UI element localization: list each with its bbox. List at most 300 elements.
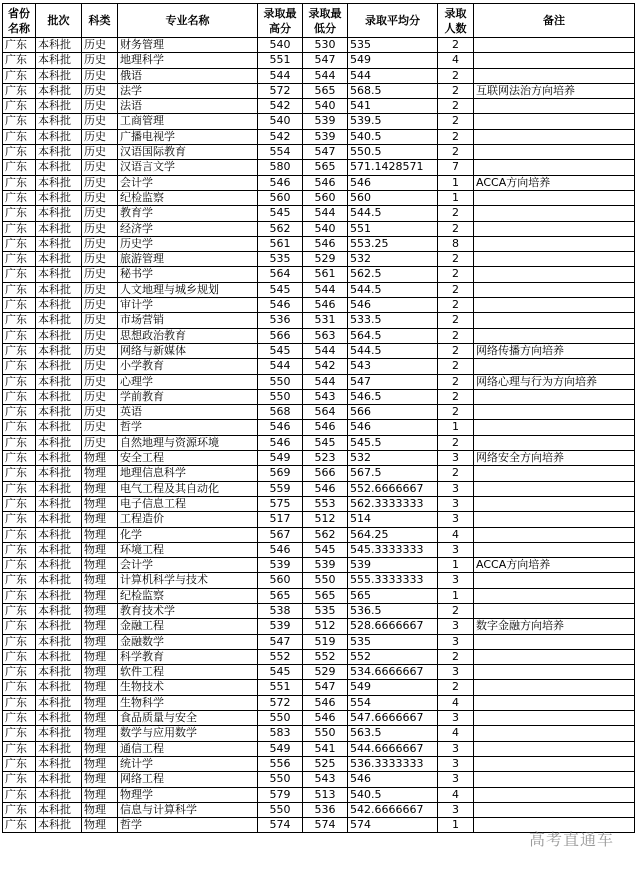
min-score-cell: 565 [303,588,348,603]
major-name-cell: 工程造价 [118,512,258,527]
table-row [3,206,635,221]
max-score-cell: 540 [258,114,303,129]
avg-score-cell: 555.3333333 [348,573,438,588]
major-name-cell: 历史学 [118,236,258,251]
province-cell: 广东 [3,435,36,450]
remark-cell [474,527,635,542]
province-cell: 广东 [3,405,36,420]
max-score-cell: 575 [258,496,303,511]
min-score-cell: 547 [303,53,348,68]
table-row [3,481,635,496]
major-name-cell: 旅游管理 [118,252,258,267]
subject-type-cell: 历史 [82,190,118,205]
table-row [3,83,635,98]
province-cell: 广东 [3,38,36,53]
min-score-cell: 543 [303,389,348,404]
table-row [3,435,635,450]
batch-cell: 本科批 [36,53,82,68]
batch-cell: 本科批 [36,420,82,435]
batch-cell: 本科批 [36,695,82,710]
major-name-cell: 统计学 [118,756,258,771]
major-name-cell: 电子信息工程 [118,496,258,511]
min-score-cell: 547 [303,680,348,695]
major-name-cell: 法语 [118,99,258,114]
max-score-cell: 552 [258,649,303,664]
province-cell: 广东 [3,542,36,557]
min-score-cell: 512 [303,619,348,634]
subject-type-cell: 历史 [82,313,118,328]
admit-count-cell: 2 [438,38,474,53]
min-score-cell: 531 [303,313,348,328]
province-cell: 广东 [3,649,36,664]
subject-type-cell: 历史 [82,389,118,404]
batch-cell: 本科批 [36,298,82,313]
avg-score-cell: 543 [348,359,438,374]
province-cell: 广东 [3,726,36,741]
major-name-cell: 小学教育 [118,359,258,374]
major-name-cell: 会计学 [118,558,258,573]
major-name-cell: 计算机科学与技术 [118,573,258,588]
batch-cell: 本科批 [36,99,82,114]
province-cell: 广东 [3,313,36,328]
remark-cell [474,695,635,710]
admit-count-cell: 3 [438,619,474,634]
avg-score-cell: 574 [348,818,438,833]
table-row [3,389,635,404]
province-cell: 广东 [3,680,36,695]
admit-count-cell: 3 [438,772,474,787]
max-score-cell: 545 [258,206,303,221]
province-cell: 广东 [3,588,36,603]
admit-count-cell: 2 [438,83,474,98]
avg-score-cell: 552 [348,649,438,664]
table-row [3,68,635,83]
admit-count-cell: 2 [438,252,474,267]
admit-count-cell: 2 [438,649,474,664]
admit-count-cell: 2 [438,267,474,282]
admit-count-cell: 1 [438,558,474,573]
province-cell: 广东 [3,298,36,313]
header-province: 省份名称 [3,4,36,38]
max-score-cell: 565 [258,588,303,603]
subject-type-cell: 历史 [82,236,118,251]
province-cell: 广东 [3,496,36,511]
min-score-cell: 543 [303,772,348,787]
avg-score-cell: 528.6666667 [348,619,438,634]
table-row [3,190,635,205]
table-row [3,619,635,634]
avg-score-cell: 540.5 [348,787,438,802]
batch-cell: 本科批 [36,451,82,466]
province-cell: 广东 [3,145,36,160]
subject-type-cell: 历史 [82,252,118,267]
province-cell: 广东 [3,665,36,680]
header-subject-type: 科类 [82,4,118,38]
admit-count-cell: 2 [438,99,474,114]
admit-count-cell: 2 [438,359,474,374]
batch-cell: 本科批 [36,359,82,374]
max-score-cell: 544 [258,68,303,83]
admit-count-cell: 4 [438,695,474,710]
min-score-cell: 544 [303,206,348,221]
avg-score-cell: 536.3333333 [348,756,438,771]
table-row [3,53,635,68]
subject-type-cell: 物理 [82,695,118,710]
max-score-cell: 566 [258,328,303,343]
avg-score-cell: 553.25 [348,236,438,251]
remark-cell [474,206,635,221]
admit-count-cell: 3 [438,756,474,771]
major-name-cell: 物理学 [118,787,258,802]
remark-cell [474,512,635,527]
avg-score-cell: 546 [348,298,438,313]
batch-cell: 本科批 [36,374,82,389]
subject-type-cell: 物理 [82,558,118,573]
major-name-cell: 食品质量与安全 [118,711,258,726]
remark-cell: ACCA方向培养 [474,175,635,190]
table-row [3,267,635,282]
major-name-cell: 经济学 [118,221,258,236]
subject-type-cell: 物理 [82,818,118,833]
subject-type-cell: 物理 [82,756,118,771]
subject-type-cell: 历史 [82,282,118,297]
max-score-cell: 540 [258,38,303,53]
min-score-cell: 546 [303,711,348,726]
remark-cell [474,772,635,787]
max-score-cell: 546 [258,420,303,435]
max-score-cell: 546 [258,435,303,450]
subject-type-cell: 物理 [82,802,118,817]
subject-type-cell: 历史 [82,129,118,144]
max-score-cell: 569 [258,466,303,481]
subject-type-cell: 物理 [82,680,118,695]
major-name-cell: 财务管理 [118,38,258,53]
province-cell: 广东 [3,175,36,190]
remark-cell: 网络心理与行为方向培养 [474,374,635,389]
batch-cell: 本科批 [36,83,82,98]
table-row [3,313,635,328]
batch-cell: 本科批 [36,160,82,175]
admit-count-cell: 3 [438,711,474,726]
min-score-cell: 529 [303,252,348,267]
subject-type-cell: 历史 [82,160,118,175]
province-cell: 广东 [3,619,36,634]
min-score-cell: 540 [303,221,348,236]
header-min-score: 录取最低分 [303,4,348,38]
admit-count-cell: 2 [438,389,474,404]
min-score-cell: 550 [303,726,348,741]
batch-cell: 本科批 [36,405,82,420]
remark-cell [474,756,635,771]
remark-cell [474,267,635,282]
batch-cell: 本科批 [36,527,82,542]
watermark: 高考直通车 [528,830,614,849]
province-cell: 广东 [3,267,36,282]
table-row [3,634,635,649]
max-score-cell: 560 [258,190,303,205]
province-cell: 广东 [3,83,36,98]
avg-score-cell: 566 [348,405,438,420]
batch-cell: 本科批 [36,328,82,343]
table-row [3,282,635,297]
remark-cell [474,252,635,267]
min-score-cell: 536 [303,802,348,817]
table-row [3,359,635,374]
avg-score-cell: 567.5 [348,466,438,481]
remark-cell [474,53,635,68]
admit-count-cell: 3 [438,741,474,756]
avg-score-cell: 563.5 [348,726,438,741]
min-score-cell: 544 [303,343,348,358]
admit-count-cell: 2 [438,313,474,328]
table-row [3,466,635,481]
avg-score-cell: 564.5 [348,328,438,343]
province-cell: 广东 [3,328,36,343]
max-score-cell: 564 [258,267,303,282]
min-score-cell: 544 [303,68,348,83]
remark-cell [474,435,635,450]
major-name-cell: 秘书学 [118,267,258,282]
avg-score-cell: 551 [348,221,438,236]
province-cell: 广东 [3,420,36,435]
table-row [3,680,635,695]
table-row [3,573,635,588]
admit-count-cell: 2 [438,298,474,313]
table-row [3,603,635,618]
admit-count-cell: 1 [438,818,474,833]
major-name-cell: 思想政治教育 [118,328,258,343]
max-score-cell: 572 [258,83,303,98]
avg-score-cell: 546.5 [348,389,438,404]
avg-score-cell: 535 [348,38,438,53]
batch-cell: 本科批 [36,603,82,618]
min-score-cell: 564 [303,405,348,420]
major-name-cell: 软件工程 [118,665,258,680]
max-score-cell: 550 [258,389,303,404]
table-row [3,38,635,53]
province-cell: 广东 [3,374,36,389]
max-score-cell: 561 [258,236,303,251]
remark-cell: 网络传播方向培养 [474,343,635,358]
min-score-cell: 560 [303,190,348,205]
subject-type-cell: 物理 [82,603,118,618]
batch-cell: 本科批 [36,573,82,588]
batch-cell: 本科批 [36,343,82,358]
min-score-cell: 566 [303,466,348,481]
table-row [3,588,635,603]
min-score-cell: 539 [303,114,348,129]
table-row [3,741,635,756]
major-name-cell: 人文地理与城乡规划 [118,282,258,297]
table-row [3,772,635,787]
avg-score-cell: 549 [348,53,438,68]
max-score-cell: 550 [258,711,303,726]
min-score-cell: 574 [303,818,348,833]
subject-type-cell: 物理 [82,711,118,726]
avg-score-cell: 533.5 [348,313,438,328]
header-admit-count: 录取人数 [438,4,474,38]
batch-cell: 本科批 [36,496,82,511]
max-score-cell: 547 [258,634,303,649]
remark-cell [474,603,635,618]
avg-score-cell: 560 [348,190,438,205]
major-name-cell: 信息与计算科学 [118,802,258,817]
admit-count-cell: 3 [438,451,474,466]
province-cell: 广东 [3,818,36,833]
batch-cell: 本科批 [36,649,82,664]
table-row [3,802,635,817]
subject-type-cell: 物理 [82,466,118,481]
header-avg-score: 录取平均分 [348,4,438,38]
subject-type-cell: 历史 [82,99,118,114]
batch-cell: 本科批 [36,787,82,802]
avg-score-cell: 545.5 [348,435,438,450]
remark-cell [474,190,635,205]
province-cell: 广东 [3,282,36,297]
batch-cell: 本科批 [36,68,82,83]
province-cell: 广东 [3,451,36,466]
table-row [3,695,635,710]
subject-type-cell: 历史 [82,328,118,343]
major-name-cell: 电气工程及其自动化 [118,481,258,496]
remark-cell [474,649,635,664]
admit-count-cell: 2 [438,221,474,236]
major-name-cell: 科学教育 [118,649,258,664]
min-score-cell: 550 [303,573,348,588]
avg-score-cell: 514 [348,512,438,527]
major-name-cell: 通信工程 [118,741,258,756]
subject-type-cell: 历史 [82,68,118,83]
min-score-cell: 539 [303,558,348,573]
max-score-cell: 517 [258,512,303,527]
batch-cell: 本科批 [36,558,82,573]
max-score-cell: 579 [258,787,303,802]
admit-count-cell: 2 [438,343,474,358]
province-cell: 广东 [3,695,36,710]
table-row [3,665,635,680]
admit-count-cell: 2 [438,328,474,343]
remark-cell [474,787,635,802]
table-row [3,252,635,267]
major-name-cell: 金融工程 [118,619,258,634]
min-score-cell: 565 [303,83,348,98]
batch-cell: 本科批 [36,711,82,726]
batch-cell: 本科批 [36,481,82,496]
batch-cell: 本科批 [36,114,82,129]
table-row [3,160,635,175]
admit-count-cell: 8 [438,236,474,251]
max-score-cell: 546 [258,298,303,313]
admit-count-cell: 3 [438,512,474,527]
remark-cell [474,665,635,680]
remark-cell [474,236,635,251]
subject-type-cell: 物理 [82,481,118,496]
subject-type-cell: 历史 [82,405,118,420]
admit-count-cell: 3 [438,481,474,496]
table-row [3,343,635,358]
table-row [3,99,635,114]
avg-score-cell: 571.1428571 [348,160,438,175]
major-name-cell: 纪检监察 [118,190,258,205]
admit-count-cell: 1 [438,175,474,190]
admit-count-cell: 2 [438,405,474,420]
max-score-cell: 544 [258,359,303,374]
table-row [3,711,635,726]
major-name-cell: 数学与应用数学 [118,726,258,741]
max-score-cell: 560 [258,573,303,588]
min-score-cell: 561 [303,267,348,282]
table-row [3,328,635,343]
avg-score-cell: 544.5 [348,343,438,358]
batch-cell: 本科批 [36,282,82,297]
remark-cell [474,573,635,588]
remark-cell [474,145,635,160]
remark-cell [474,282,635,297]
major-name-cell: 法学 [118,83,258,98]
province-cell: 广东 [3,114,36,129]
min-score-cell: 553 [303,496,348,511]
min-score-cell: 529 [303,665,348,680]
avg-score-cell: 545.3333333 [348,542,438,557]
major-name-cell: 生物技术 [118,680,258,695]
max-score-cell: 546 [258,175,303,190]
min-score-cell: 544 [303,374,348,389]
batch-cell: 本科批 [36,772,82,787]
batch-cell: 本科批 [36,190,82,205]
batch-cell: 本科批 [36,802,82,817]
avg-score-cell: 549 [348,680,438,695]
province-cell: 广东 [3,741,36,756]
table-row [3,374,635,389]
avg-score-cell: 541 [348,99,438,114]
subject-type-cell: 物理 [82,588,118,603]
avg-score-cell: 562.5 [348,267,438,282]
min-score-cell: 513 [303,787,348,802]
province-cell: 广东 [3,236,36,251]
table-header [3,4,635,38]
subject-type-cell: 物理 [82,512,118,527]
batch-cell: 本科批 [36,818,82,833]
admit-count-cell: 4 [438,53,474,68]
batch-cell: 本科批 [36,206,82,221]
avg-score-cell: 534.6666667 [348,665,438,680]
table-row [3,145,635,160]
min-score-cell: 562 [303,527,348,542]
table-row [3,114,635,129]
max-score-cell: 545 [258,343,303,358]
subject-type-cell: 历史 [82,145,118,160]
province-cell: 广东 [3,389,36,404]
subject-type-cell: 物理 [82,649,118,664]
admit-count-cell: 2 [438,466,474,481]
avg-score-cell: 544.5 [348,206,438,221]
province-cell: 广东 [3,206,36,221]
major-name-cell: 汉语国际教育 [118,145,258,160]
min-score-cell: 545 [303,435,348,450]
batch-cell: 本科批 [36,665,82,680]
table-body [3,38,635,833]
major-name-cell: 安全工程 [118,451,258,466]
max-score-cell: 554 [258,145,303,160]
province-cell: 广东 [3,221,36,236]
max-score-cell: 580 [258,160,303,175]
admit-count-cell: 1 [438,588,474,603]
subject-type-cell: 历史 [82,114,118,129]
admit-count-cell: 3 [438,665,474,680]
table-row [3,451,635,466]
batch-cell: 本科批 [36,252,82,267]
min-score-cell: 546 [303,298,348,313]
